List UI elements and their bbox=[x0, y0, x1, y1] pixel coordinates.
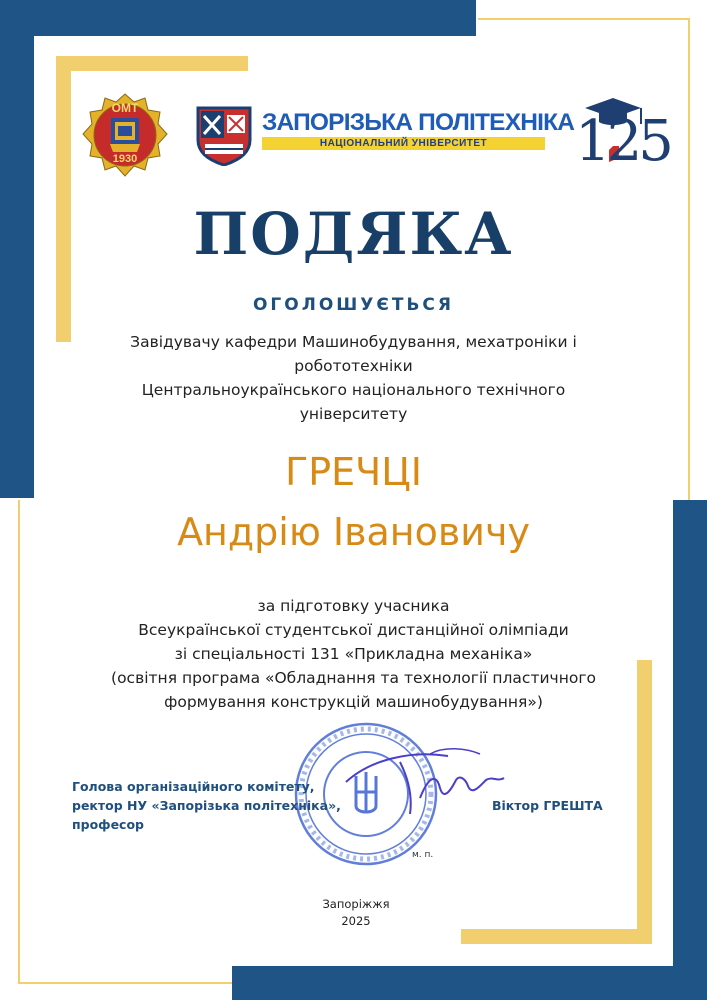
signatory-title-block bbox=[72, 777, 372, 834]
reason-line-5: формування конструкцій машинобудування») bbox=[164, 693, 543, 711]
recipient-line-3: Центральноукраїнського національного технічного bbox=[141, 381, 566, 399]
page-title: ПОДЯКА bbox=[193, 200, 514, 268]
reason-line-3: зі спеціальності 131 «Прикладна механіка» bbox=[174, 645, 533, 663]
gold-bracket-bottom-right bbox=[461, 929, 652, 944]
gold-line-left bbox=[18, 500, 20, 982]
omt-logo-year: 1930 bbox=[112, 153, 138, 165]
signatory-role-line-1: Голова організаційного комітету, bbox=[72, 779, 315, 794]
reason-line-2: Всеукраїнської студентської дистанційної олімпіади bbox=[138, 621, 569, 639]
recipient-block bbox=[60, 330, 647, 426]
recipient-line-2: робототехніки bbox=[294, 357, 413, 375]
recipient-line-1: Завідувачу кафедри Машинобудування, мехатроніки і bbox=[130, 333, 577, 351]
footer-city: Запоріжжя bbox=[322, 897, 390, 911]
gold-line-bottom-left bbox=[18, 982, 232, 984]
omt-logo bbox=[82, 92, 168, 178]
brand-name: ЗАПОРІЗЬКА ПОЛІТЕХНІКА bbox=[262, 109, 575, 136]
gold-bracket-top-left bbox=[56, 56, 248, 71]
signatory-name: Віктор ГРЕШТА bbox=[492, 798, 603, 813]
footer-year: 2025 bbox=[341, 914, 371, 928]
recipient-surname: ГРЕЧЦІ bbox=[285, 450, 422, 494]
signatory-role-line-2: ректор НУ «Запорізька політехніка», bbox=[72, 798, 341, 813]
brand-subtitle: НАЦІОНАЛЬНИЙ УНІВЕРСИТЕТ bbox=[262, 137, 545, 150]
subtitle: ОГОЛОШУЄТЬСЯ bbox=[252, 295, 454, 315]
recipient-line-4: університету bbox=[299, 405, 408, 423]
frame-block-top-left bbox=[0, 0, 476, 36]
anniversary-number: 125 bbox=[575, 109, 670, 174]
omt-logo-text: ОМТ bbox=[111, 101, 139, 115]
reason-line-4: (освітня програма «Обладнання та технології пластичного bbox=[111, 669, 596, 687]
reason-line-1: за підготовку учасника bbox=[257, 597, 450, 615]
university-shield-logo bbox=[195, 106, 253, 166]
gold-line-top-right bbox=[478, 18, 688, 20]
frame-block-right bbox=[673, 500, 707, 1000]
anniversary-logo bbox=[575, 92, 670, 178]
recipient-given-name: Андрію Івановичу bbox=[177, 510, 530, 554]
signatory-role-line-3: професор bbox=[72, 817, 144, 832]
frame-block-bottom-right bbox=[232, 966, 707, 1000]
footer bbox=[256, 896, 456, 930]
reason-block bbox=[50, 594, 657, 714]
stamp-mark: м. п. bbox=[412, 850, 434, 860]
